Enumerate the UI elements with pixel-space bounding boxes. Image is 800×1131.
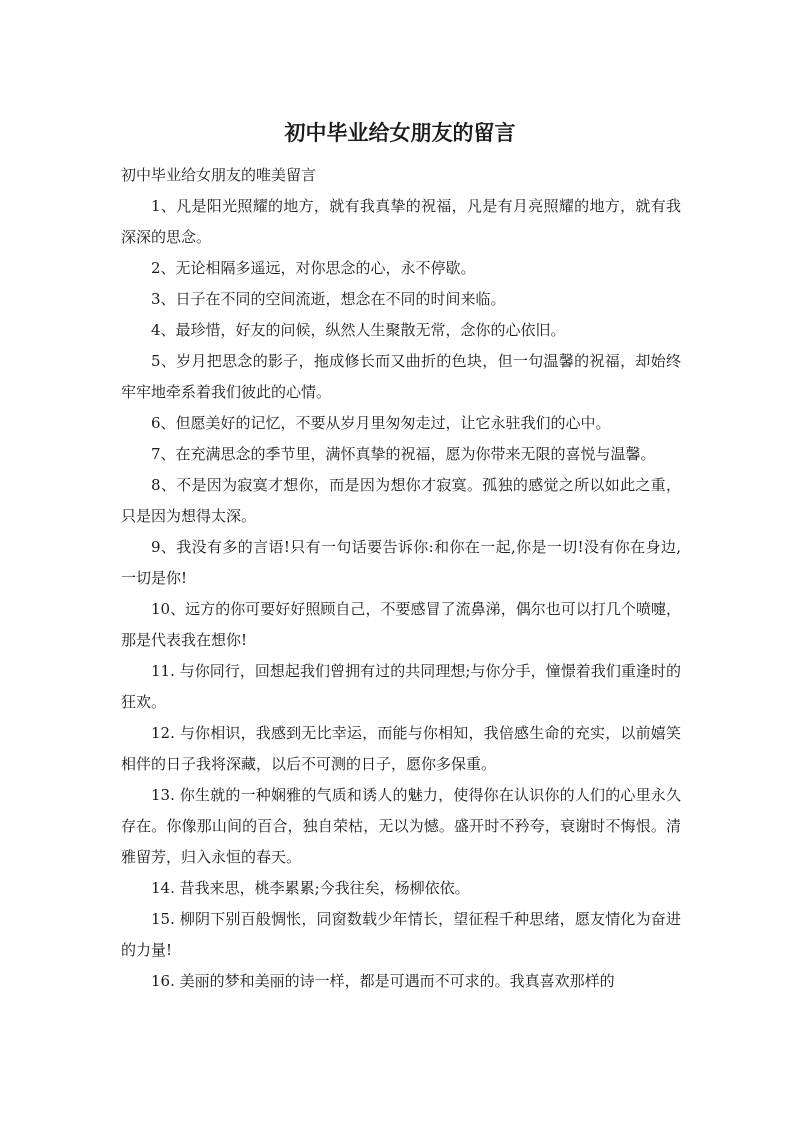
paragraph-14: 14. 昔我来思，桃李累累;今我往矣，杨柳依依。 bbox=[151, 879, 470, 897]
paragraph-1: 1、凡是阳光照耀的地方，就有我真挚的祝福，凡是有月亮照耀的地方，就有我深深的思念。 bbox=[121, 197, 681, 246]
paragraph-7: 7、在充满思念的季节里，满怀真挚的祝福，愿为你带来无限的喜悦与温馨。 bbox=[151, 445, 656, 463]
paragraph-5: 5、岁月把思念的影子，拖成修长而又曲折的色块，但一句温馨的祝福，却始终牢牢地牵系着我们彼此的心情。 bbox=[121, 352, 681, 401]
document-subtitle: 初中毕业给女朋友的唯美留言 bbox=[121, 166, 317, 184]
paragraph-12: 12. 与你相识，我感到无比幸运，而能与你相知，我倍感生命的充实，以前嬉笑相伴的日子我将深藏，以后不可测的日子，愿你多保重。 bbox=[121, 724, 681, 773]
paragraph-8: 8、不是因为寂寞才想你，而是因为想你才寂寞。孤独的感觉之所以如此之重，只是因为想得太深。 bbox=[121, 476, 681, 525]
paragraph-3: 3、日子在不同的空间流逝，想念在不同的时间来临。 bbox=[151, 290, 506, 308]
paragraph-9: 9、我没有多的言语!只有一句话要告诉你:和你在一起,你是一切!没有你在身边,一切是你! bbox=[121, 538, 681, 587]
paragraph-10: 10、远方的你可要好好照顾自己，不要感冒了流鼻涕，偶尔也可以打几个喷嚏，那是代表我在想你! bbox=[121, 600, 681, 649]
paragraph-11: 11. 与你同行，回想起我们曾拥有过的共同理想;与你分手，憧憬着我们重逢时的狂欢。 bbox=[121, 662, 681, 711]
paragraph-2: 2、无论相隔多遥远，对你思念的心，永不停歇。 bbox=[151, 259, 476, 277]
document-title: 初中毕业给女朋友的留言 bbox=[284, 121, 516, 145]
paragraph-6: 6、但愿美好的记忆，不要从岁月里匆匆走过，让它永驻我们的心中。 bbox=[151, 414, 611, 432]
paragraph-13: 13. 你生就的一种娴雅的气质和诱人的魅力，使得你在认识你的人们的心里永久存在。你像那山间的百合，独自荣枯，无以为憾。盛开时不矜夸，衰谢时不悔恨。清雅留芳，归入永恒的春天。 bbox=[121, 786, 681, 866]
paragraph-16: 16. 美丽的梦和美丽的诗一样，都是可遇而不可求的。我真喜欢那样的 bbox=[151, 972, 615, 990]
paragraph-4: 4、最珍惜，好友的问候，纵然人生聚散无常，念你的心依旧。 bbox=[151, 321, 566, 339]
document-body bbox=[121, 160, 681, 997]
paragraph-15: 15. 柳阴下别百般惆怅，同窗数载少年情长，望征程千种思绪，愿友情化为奋进的力量! bbox=[121, 910, 681, 959]
